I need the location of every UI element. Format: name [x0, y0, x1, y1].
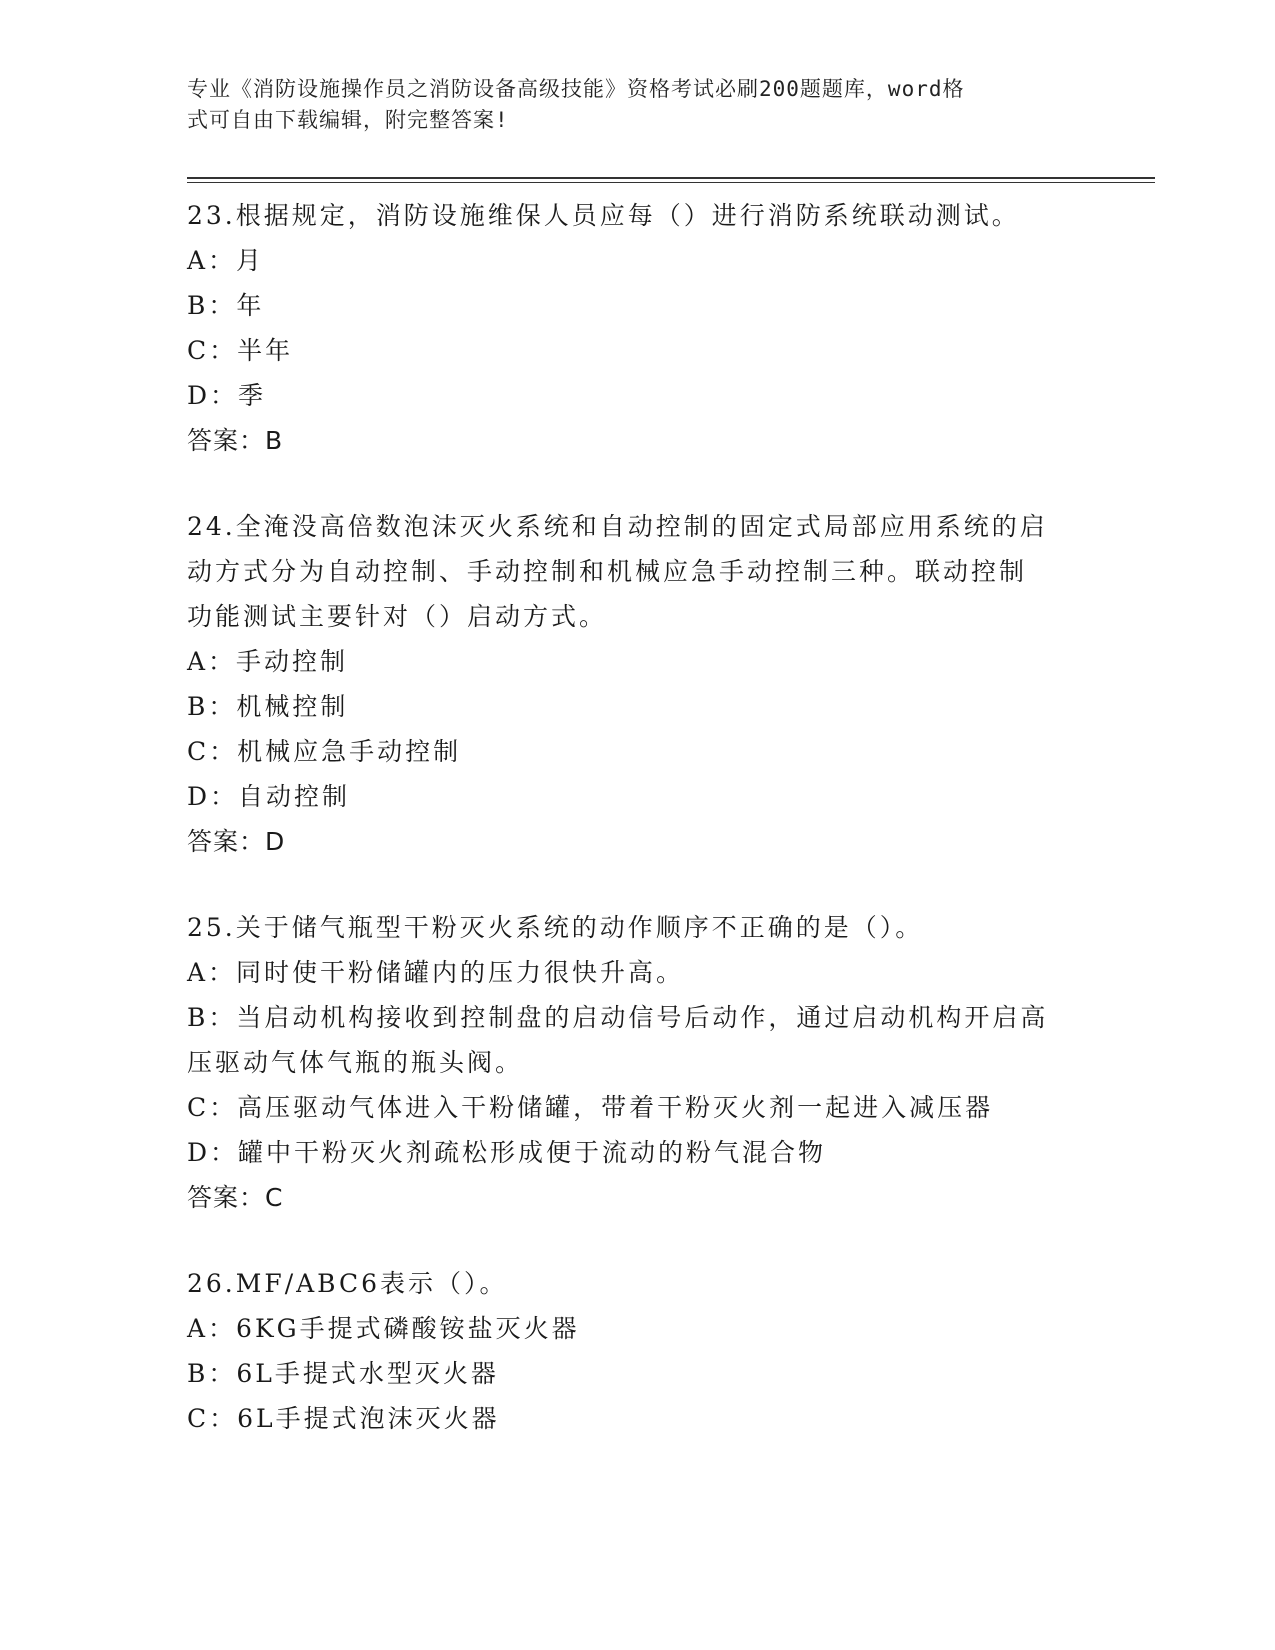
question-text: 25.关于储气瓶型干粉灭火系统的动作顺序不正确的是（）。 — [187, 913, 924, 942]
option-b: B：当启动机构接收到控制盘的启动信号后动作，通过启动机构开启高 — [187, 1003, 1049, 1032]
option-d: D：自动控制 — [187, 782, 351, 811]
header-line-2: 式可自由下载编辑，附完整答案! — [187, 108, 509, 132]
option-d: D：季 — [187, 381, 267, 410]
option-d: D：罐中干粉灭火剂疏松形成便于流动的粉气混合物 — [187, 1138, 827, 1167]
question-list — [187, 193, 1087, 1482]
option-c: C：6L手提式泡沫灭火器 — [187, 1404, 500, 1433]
option-a: A：月 — [187, 246, 265, 275]
option-b: B：年 — [187, 291, 265, 320]
option-c: C：高压驱动气体进入干粉储罐，带着干粉灭火剂一起进入减压器 — [187, 1093, 994, 1122]
question-26 — [187, 1261, 1087, 1441]
document-header — [187, 74, 1067, 136]
question-23 — [187, 193, 1087, 463]
question-25 — [187, 905, 1087, 1220]
header-rule-thin — [187, 182, 1155, 183]
option-b: B：机械控制 — [187, 692, 349, 721]
option-a: A：6KG手提式磷酸铵盐灭火器 — [187, 1314, 580, 1343]
option-b: B：6L手提式水型灭火器 — [187, 1359, 499, 1388]
answer-text: 答案：C — [187, 1183, 284, 1212]
question-text: 动方式分为自动控制、手动控制和机械应急手动控制三种。联动控制 — [187, 557, 1028, 586]
question-text: 功能测试主要针对（）启动方式。 — [187, 602, 608, 631]
option-a: A：手动控制 — [187, 647, 349, 676]
question-text: 26.MF/ABC6表示（）。 — [187, 1269, 508, 1298]
option-c: C：半年 — [187, 336, 294, 365]
question-text: 24.全淹没高倍数泡沫灭火系统和自动控制的固定式局部应用系统的启 — [187, 512, 1048, 541]
header-line-1: 专业《消防设施操作员之消防设备高级技能》资格考试必刷200题题库，word格 — [187, 77, 965, 101]
option-a: A：同时使干粉储罐内的压力很快升高。 — [187, 958, 685, 987]
question-text: 23.根据规定，消防设施维保人员应每（）进行消防系统联动测试。 — [187, 201, 1020, 230]
header-rule-thick — [187, 177, 1155, 179]
option-c: C：机械应急手动控制 — [187, 737, 462, 766]
question-24 — [187, 504, 1087, 864]
option-b-continued: 压驱动气体气瓶的瓶头阀。 — [187, 1048, 524, 1077]
answer-text: 答案：B — [187, 426, 284, 455]
answer-text: 答案：D — [187, 827, 286, 856]
